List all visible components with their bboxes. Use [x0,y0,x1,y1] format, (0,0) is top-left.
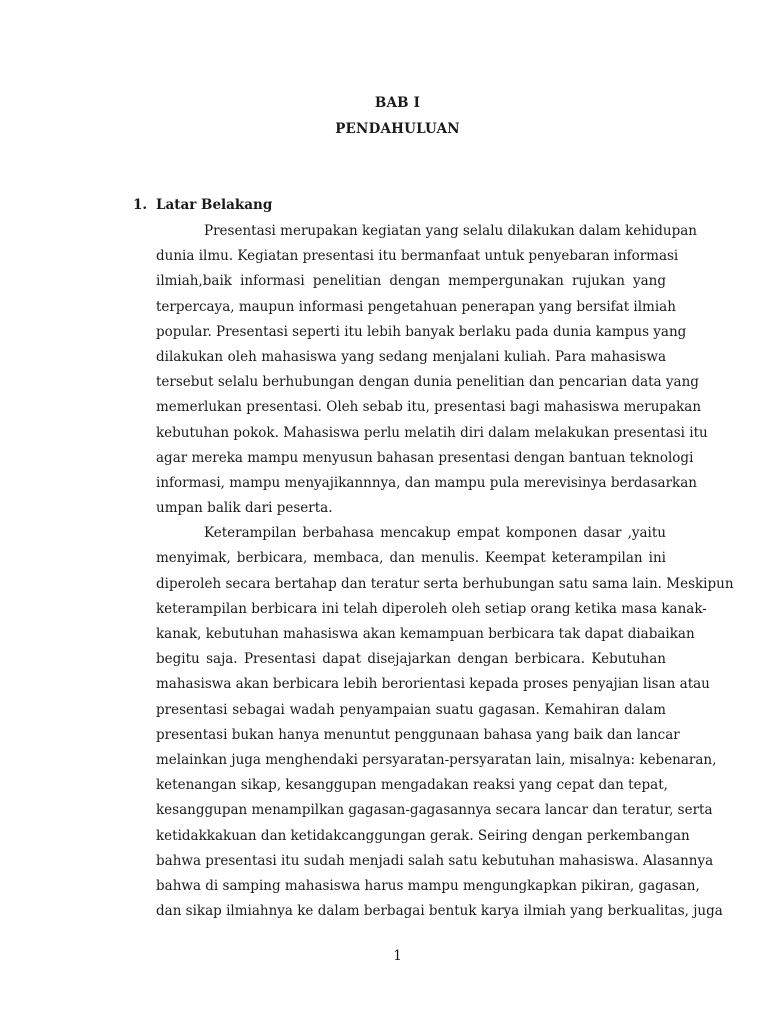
text-line: ketidakkakuan dan ketidakcanggungan gerak. Seiring dengan perkembangan [156,827,690,844]
section-number: 1. [133,197,148,213]
text-line: tersebut selalu berhubungan dengan dunia penelitian dan pencarian data yang [156,374,699,391]
text-line: Keterampilan berbahasa mencakup empat komponen dasar ,yaitu [204,525,666,542]
paragraph [156,521,734,924]
text-line: presentasi bukan hanya menuntut penggunaan bahasa yang baik dan lancar [156,726,680,743]
text-line: Presentasi merupakan kegiatan yang selalu dilakukan dalam kehidupan [204,223,697,239]
text-line: bahwa presentasi itu sudah menjadi salah satu kebutuhan mahasiswa. Alasannya [156,852,714,869]
paragraph [156,219,708,521]
text-line: menyimak, berbicara, membaca, dan menulis. Keempat keterampilan ini [156,550,666,567]
chapter-title: PENDAHULUAN [335,121,460,137]
text-line: informasi, mampu menyajikannnya, dan mampu pula merevisinya berdasarkan [156,474,697,491]
text-line: dunia ilmu. Kegiatan presentasi itu bermanfaat untuk penyebaran informasi [156,248,679,265]
text-line: kanak, kebutuhan mahasiswa akan kemampuan berbicara tak dapat diabaikan [156,626,695,642]
text-line: dilakukan oleh mahasiswa yang sedang menjalani kuliah. Para mahasiswa [156,348,666,365]
text-line: terpercaya, maupun informasi pengetahuan penerapan yang bersifat ilmiah [156,298,676,315]
text-line: ketenangan sikap, kesanggupan mengadakan reaksi yang cepat dan tepat, [156,777,668,794]
text-line: agar mereka mampu menyusun bahasan presentasi dengan bantuan teknologi [156,449,694,466]
text-line: umpan balik dari peserta. [156,500,333,517]
text-line: keterampilan berbicara ini telah diperoleh oleh setiap orang ketika masa kanak- [156,600,707,617]
text-line: diperoleh secara bertahap dan teratur serta berhubungan satu sama lain. Meskipun [156,575,734,592]
text-line: dan sikap ilmiahnya ke dalam berbagai bentuk karya ilmiah yang berkualitas, juga [156,903,723,920]
section-title: Latar Belakang [156,197,273,213]
text-line: popular. Presentasi seperti itu lebih banyak berlaku pada dunia kampus yang [156,323,687,340]
text-line: begitu saja. Presentasi dapat disejajarkan dengan berbicara. Kebutuhan [156,651,666,668]
text-line: bahwa di samping mahasiswa harus mampu mengungkapkan pikiran, gagasan, [156,877,700,894]
text-line: ilmiah,baik informasi penelitian dengan mempergunakan rujukan yang [156,273,666,290]
page-number: 1 [393,948,402,964]
body-text [156,219,734,924]
text-line: kebutuhan pokok. Mahasiswa perlu melatih diri dalam melakukan presentasi itu [156,424,708,441]
chapter-number: BAB I [374,95,421,111]
text-line: melainkan juga menghendaki persyaratan-persyaratan lain, misalnya: kebenaran, [156,751,717,768]
text-line: mahasiswa akan berbicara lebih berorientasi kepada proses penyajian lisan atau [156,676,710,693]
text-line: memerlukan presentasi. Oleh sebab itu, presentasi bagi mahasiswa merupakan [156,399,702,416]
text-line: kesanggupan menampilkan gagasan-gagasannya secara lancar dan teratur, serta [156,802,713,819]
section-heading [133,197,272,213]
text-line: presentasi sebagai wadah penyampaian suatu gagasan. Kemahiran dalam [156,701,666,718]
